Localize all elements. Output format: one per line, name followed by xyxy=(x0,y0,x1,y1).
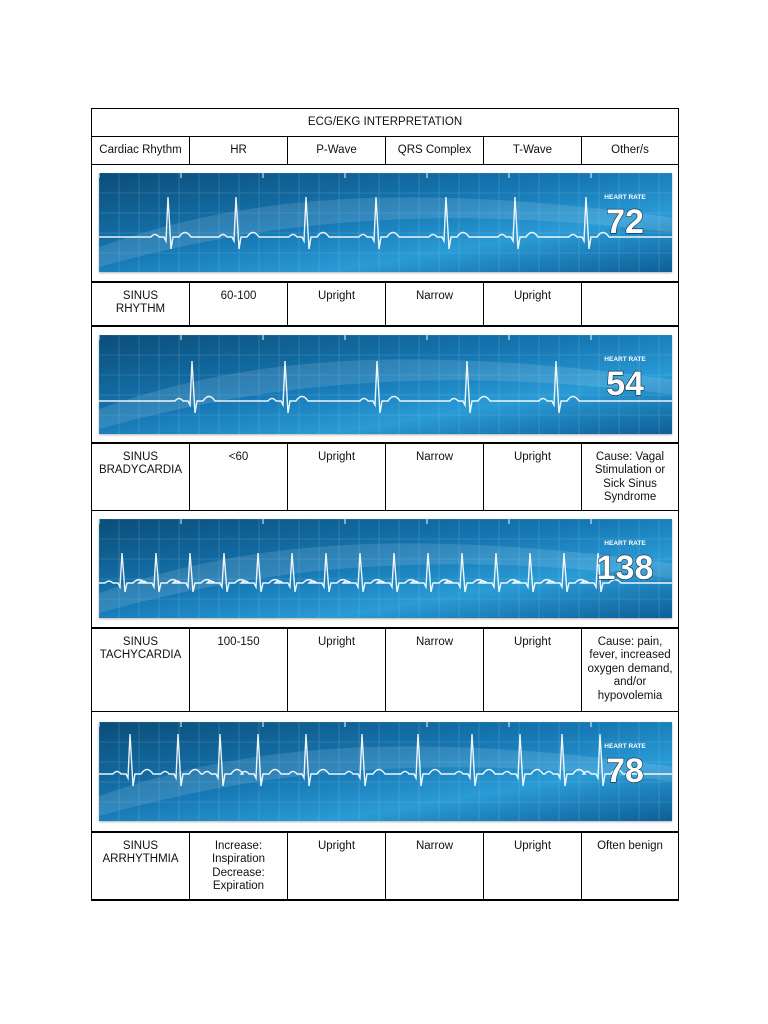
rhythm-name: SINUS BRADYCARDIA xyxy=(92,443,190,511)
rhythm-qrs: Narrow xyxy=(386,832,484,900)
ecg-strip-sinus-arrhythmia xyxy=(99,722,672,821)
rhythm-p-wave: Upright xyxy=(288,628,386,712)
ecg-strip-cell xyxy=(92,165,679,282)
header-hr: HR xyxy=(190,137,288,165)
heart-rate-label: HEART RATE xyxy=(603,194,646,202)
heart-rate-label: HEART RATE xyxy=(603,355,646,363)
rhythm-hr: 60-100 xyxy=(190,282,288,326)
rhythm-p-wave: Upright xyxy=(288,832,386,900)
header-qrs-complex: QRS Complex xyxy=(386,137,484,165)
rhythm-other: Often benign xyxy=(582,832,679,900)
rhythm-hr: Increase: Inspiration Decrease: Expiration xyxy=(190,832,288,900)
rhythm-name: SINUS TACHYCARDIA xyxy=(92,628,190,712)
rhythm-name: SINUS RHYTHM xyxy=(92,282,190,326)
ecg-strip-sinus-rhythm xyxy=(99,173,672,272)
rhythm-p-wave: Upright xyxy=(288,282,386,326)
header-others: Other/s xyxy=(582,137,679,165)
rhythm-t-wave: Upright xyxy=(484,282,582,326)
rhythm-t-wave: Upright xyxy=(484,628,582,712)
header-cardiac-rhythm: Cardiac Rhythm xyxy=(92,137,190,165)
heart-rate-value: 72 xyxy=(605,203,644,242)
rhythm-other: Cause: Vagal Stimulation or Sick Sinus Syndrome xyxy=(582,443,679,511)
header-t-wave: T-Wave xyxy=(484,137,582,165)
ecg-strip-cell xyxy=(92,326,679,443)
rhythm-hr: <60 xyxy=(190,443,288,511)
heart-rate-value: 138 xyxy=(596,549,653,588)
heart-rate-label: HEART RATE xyxy=(603,742,646,750)
rhythm-qrs: Narrow xyxy=(386,282,484,326)
heart-rate-value: 78 xyxy=(605,751,644,790)
rhythm-hr: 100-150 xyxy=(190,628,288,712)
rhythm-p-wave: Upright xyxy=(288,443,386,511)
table-title: ECG/EKG INTERPRETATION xyxy=(92,109,679,137)
rhythm-t-wave: Upright xyxy=(484,443,582,511)
ecg-strip-sinus-tachycardia xyxy=(99,519,672,618)
ecg-interpretation-table xyxy=(91,108,679,901)
ecg-strip-cell xyxy=(92,712,679,832)
heart-rate-value: 54 xyxy=(605,364,644,403)
heart-rate-label: HEART RATE xyxy=(603,540,646,548)
header-p-wave: P-Wave xyxy=(288,137,386,165)
rhythm-t-wave: Upright xyxy=(484,832,582,900)
ecg-strip-cell xyxy=(92,511,679,628)
rhythm-name: SINUS ARRHYTHMIA xyxy=(92,832,190,900)
ecg-strip-sinus-bradycardia xyxy=(99,335,672,434)
rhythm-qrs: Narrow xyxy=(386,443,484,511)
rhythm-other xyxy=(582,282,679,326)
rhythm-other: Cause: pain, fever, increased oxygen demand, and/or hypovolemia xyxy=(582,628,679,712)
rhythm-qrs: Narrow xyxy=(386,628,484,712)
